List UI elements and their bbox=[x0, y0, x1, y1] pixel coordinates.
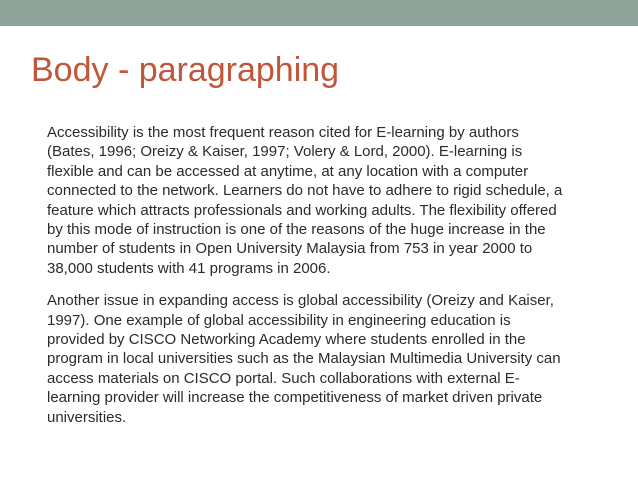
text-line: program in local universities such as the Malaysian Multimedia University can bbox=[47, 350, 561, 368]
slide-body bbox=[47, 123, 607, 427]
text-line: access materials on CISCO portal. Such collaborations with external E- bbox=[47, 369, 520, 387]
text-line: Another issue in expanding access is global accessibility (Oreizy and Kaiser, bbox=[47, 292, 554, 310]
text-line: 38,000 students with 41 programs in 2006. bbox=[47, 259, 331, 277]
paragraph-2 bbox=[47, 291, 607, 427]
text-line: number of students in Open University Malaysia from 753 in year 2000 to bbox=[47, 240, 533, 258]
text-line: learning provider will increase the competitiveness of market driven private bbox=[47, 389, 543, 407]
text-line: by this mode of instruction is one of the reasons of the huge increase in the bbox=[47, 221, 546, 239]
top-accent-bar bbox=[0, 0, 638, 26]
text-line: provided by CISCO Networking Academy where students enrolled in the bbox=[47, 331, 526, 349]
text-line: 1997). One example of global accessibility in engineering education is bbox=[47, 311, 511, 329]
text-line: Accessibility is the most frequent reason cited for E-learning by authors bbox=[47, 124, 519, 141]
paragraph-1 bbox=[47, 123, 607, 278]
slide-title: Body - paragraphing bbox=[31, 51, 340, 89]
text-line: universities. bbox=[47, 408, 127, 426]
text-line: (Bates, 1996; Oreizy & Kaiser, 1997; Volery & Lord, 2000). E-learning is bbox=[47, 143, 523, 161]
text-line: flexible and can be accessed at anytime, at any location with a computer bbox=[47, 162, 529, 180]
text-line: feature which attracts professionals and working adults. The flexibility offered bbox=[47, 201, 557, 219]
text-line: connected to the network. Learners do not have to adhere to rigid schedule, a bbox=[47, 182, 563, 200]
